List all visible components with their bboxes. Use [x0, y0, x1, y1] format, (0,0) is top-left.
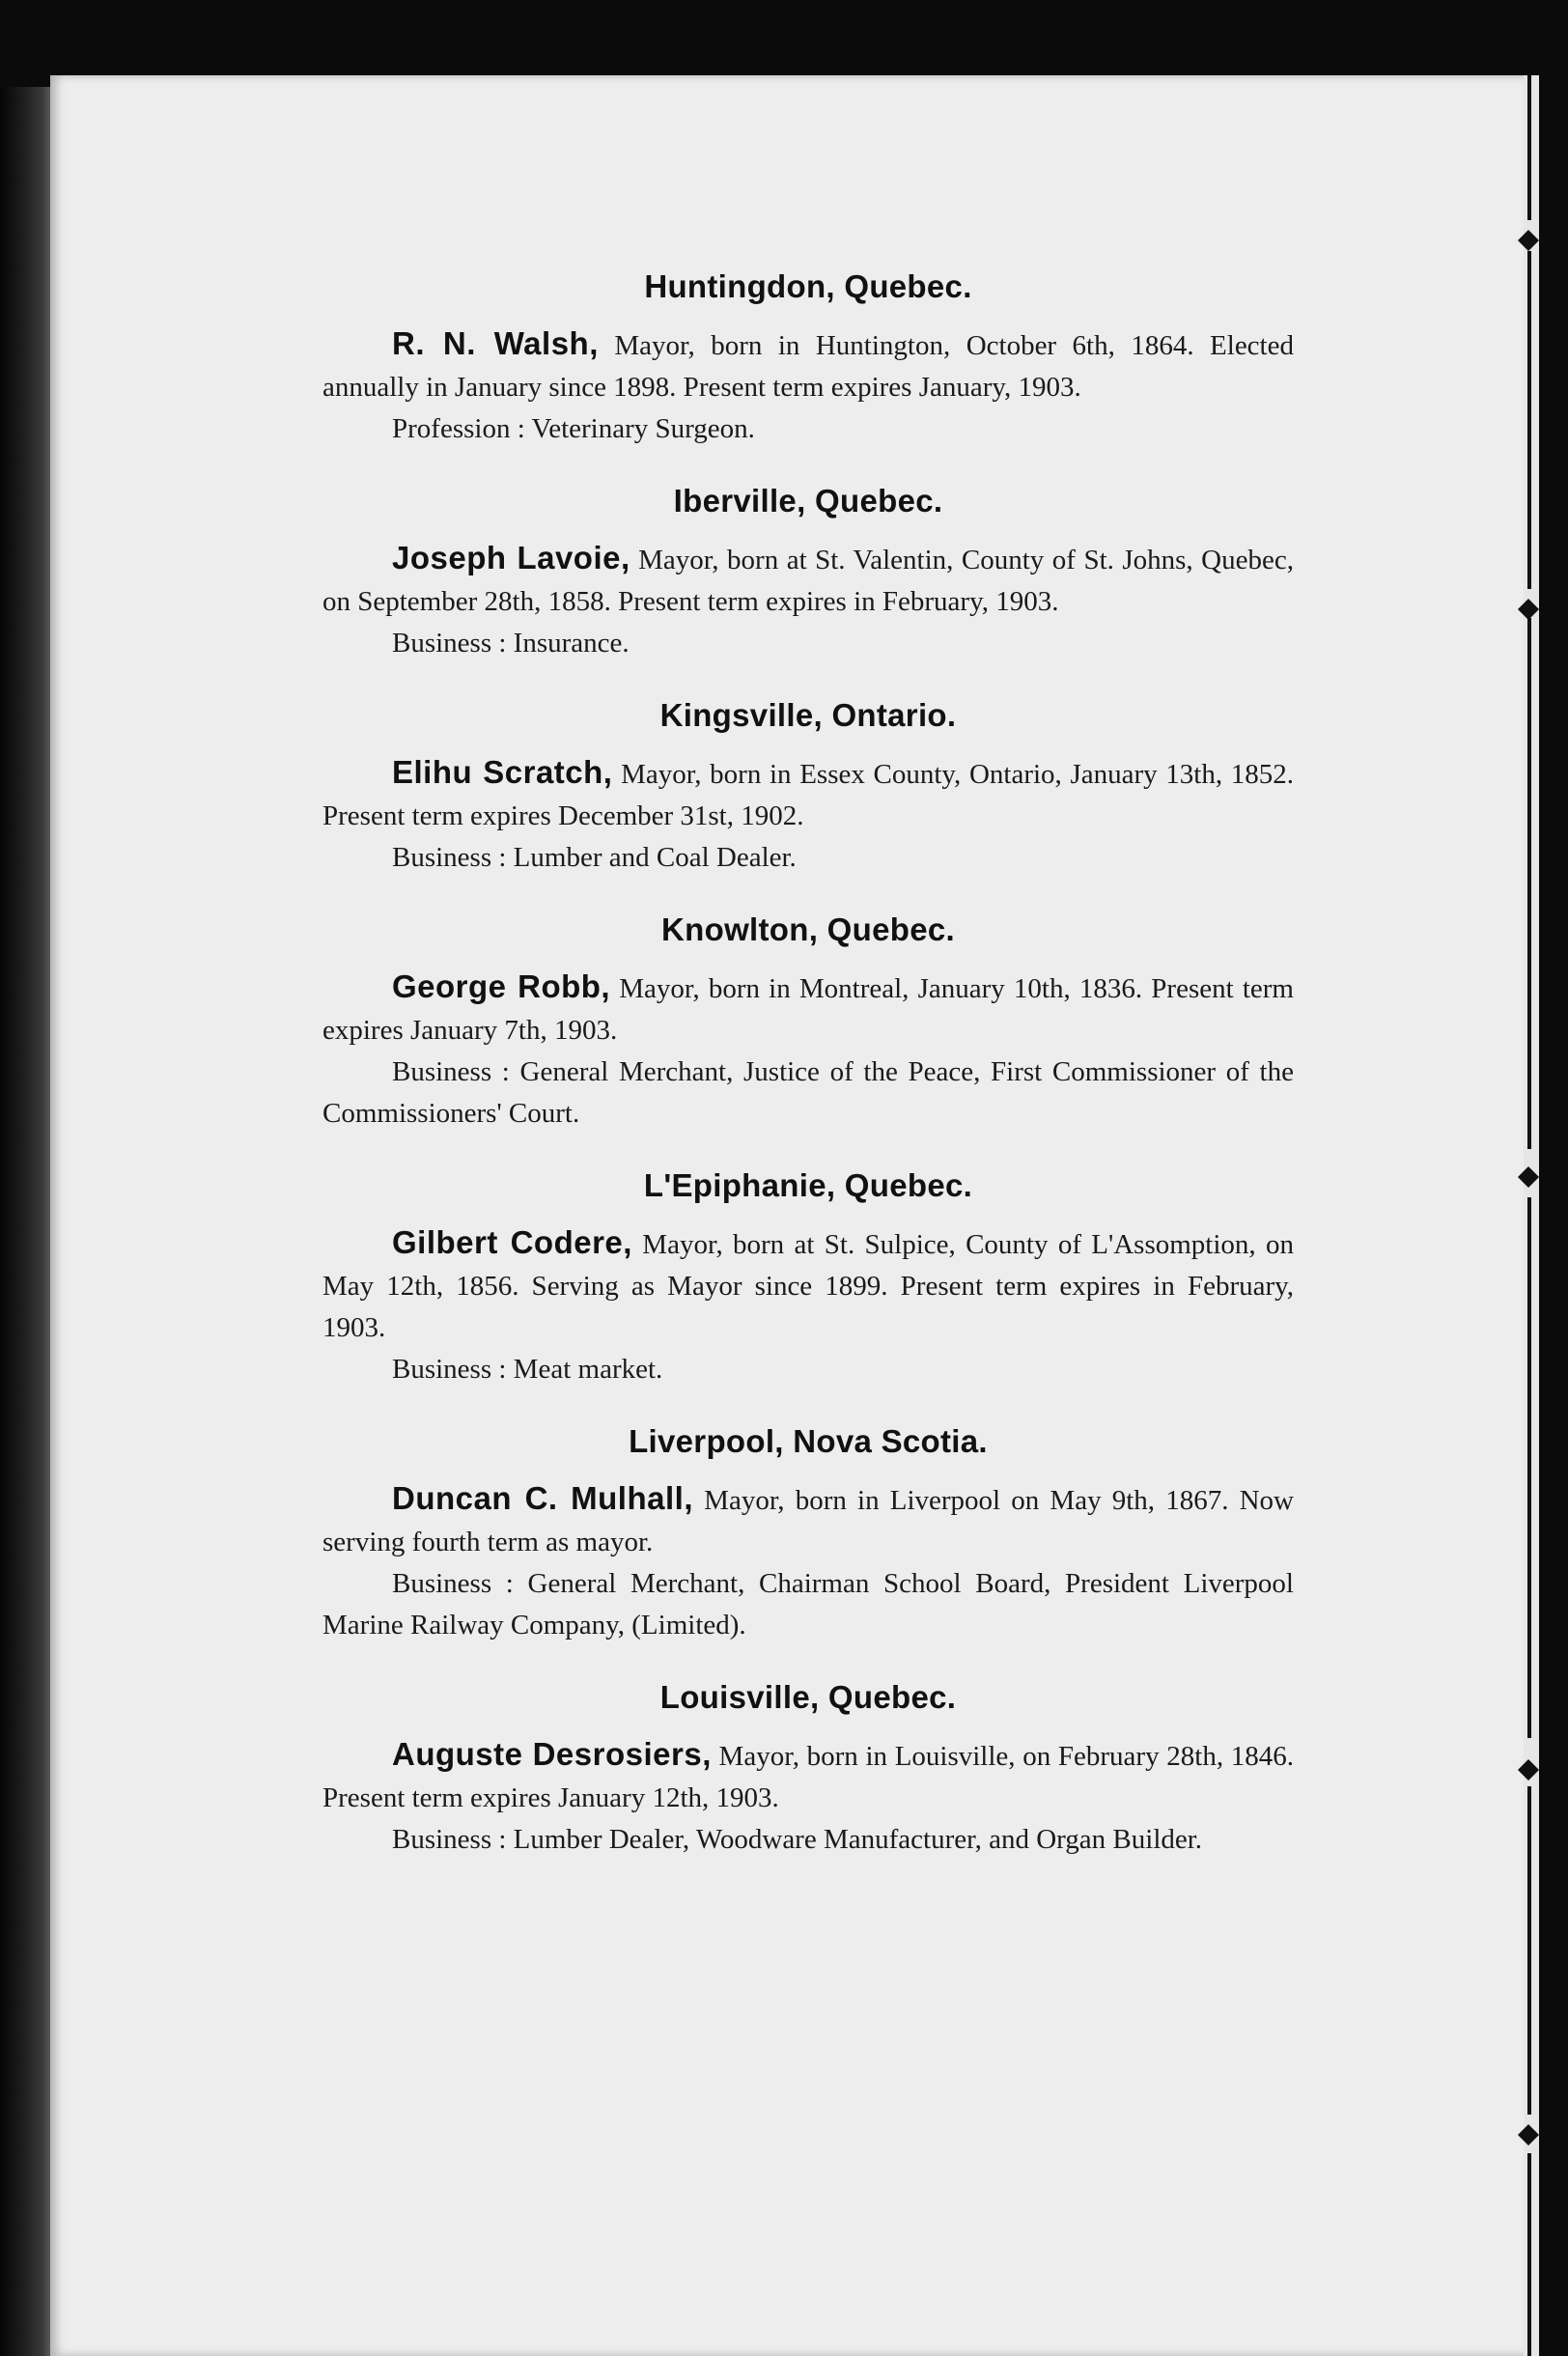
binding-line [1527, 1786, 1531, 2115]
entry-biography [322, 323, 1294, 408]
mayor-entry [322, 1679, 1294, 1861]
biography-text: Mayor, born at St. Valentin, County of St. Johns, Quebec, on September 28th, 1858. Present term expires in February, 1903. [322, 545, 1294, 617]
binding-line [1527, 75, 1531, 220]
entry-biography [322, 1733, 1294, 1819]
biography-text: Mayor, born in Huntington, October 6th, 1864. Elected annually in January since 1898. Present term expires January, 1903. [322, 330, 1294, 403]
entry-biography [322, 966, 1294, 1052]
entry-detail: Business : Lumber Dealer, Woodware Manufacturer, and Organ Builder. [392, 1824, 1203, 1855]
mayor-name: Joseph Lavoie, [392, 540, 630, 575]
entry-biography [322, 537, 1294, 623]
biography-text: Mayor, born in Louisville, on February 28th, 1846. Present term expires January 12th, 1903. [322, 1741, 1294, 1813]
entry-biography [322, 1477, 1294, 1563]
entry-detail: Business : General Merchant, Chairman School Board, President Liverpool Marine Railway Company, (Limited). [322, 1568, 1294, 1641]
entry-detail: Business : Insurance. [392, 628, 630, 659]
entry-biography [322, 751, 1294, 837]
book-spine-shadow [0, 87, 50, 2356]
binding-line [1527, 2153, 1531, 2356]
mayor-name: R. N. Walsh, [392, 325, 599, 361]
mayor-entry [322, 268, 1294, 450]
entry-detail: Profession : Veterinary Surgeon. [392, 413, 755, 444]
binding-line [1527, 251, 1531, 589]
mayor-name: Elihu Scratch, [392, 754, 613, 790]
entry-place-heading: Kingsville, Ontario. [659, 697, 957, 733]
entry-detail: Business : Meat market. [392, 1354, 663, 1385]
entry-place-heading: Knowlton, Quebec. [661, 912, 955, 947]
entry-detail: Business : General Merchant, Justice of the Peace, First Commissioner of the Commissioners' Court. [322, 1056, 1294, 1129]
mayor-name: Auguste Desrosiers, [392, 1736, 712, 1772]
entry-detail: Business : Lumber and Coal Dealer. [392, 842, 797, 873]
entry-place-heading: Liverpool, Nova Scotia. [629, 1423, 988, 1459]
mayor-name: Duncan C. Mulhall, [392, 1480, 693, 1516]
binding-line [1527, 618, 1531, 1149]
mayor-entry [322, 483, 1294, 664]
biography-text: Mayor, born in Montreal, January 10th, 1836. Present term expires January 7th, 1903. [322, 973, 1294, 1046]
entry-place-heading: Huntingdon, Quebec. [644, 268, 972, 304]
biography-text: Mayor, born at St. Sulpice, County of L'Assomption, on May 12th, 1856. Serving as Mayor since 1899. Present term expires in February, 1903. [322, 1229, 1295, 1343]
mayor-entry [322, 912, 1294, 1135]
entry-place-heading: L'Epiphanie, Quebec. [643, 1167, 973, 1203]
page-right-margin [1524, 75, 1539, 2356]
mayor-name: Gilbert Codere, [392, 1224, 632, 1260]
entry-place-heading: Louisville, Quebec. [659, 1679, 957, 1715]
biography-text: Mayor, born in Liverpool on May 9th, 1867. Now serving fourth term as mayor. [322, 1485, 1294, 1557]
mayor-entry [322, 1167, 1294, 1390]
page-text-body [322, 268, 1294, 1893]
binding-line [1527, 1197, 1531, 1738]
mayor-name: George Robb, [392, 968, 611, 1004]
entry-place-heading: Iberville, Quebec. [673, 483, 943, 519]
mayor-entry [322, 697, 1294, 879]
entry-biography [322, 1221, 1294, 1349]
biography-text: Mayor, born in Essex County, Ontario, January 13th, 1852. Present term expires December 31st, 1902. [322, 759, 1294, 831]
mayor-entry [322, 1423, 1294, 1646]
